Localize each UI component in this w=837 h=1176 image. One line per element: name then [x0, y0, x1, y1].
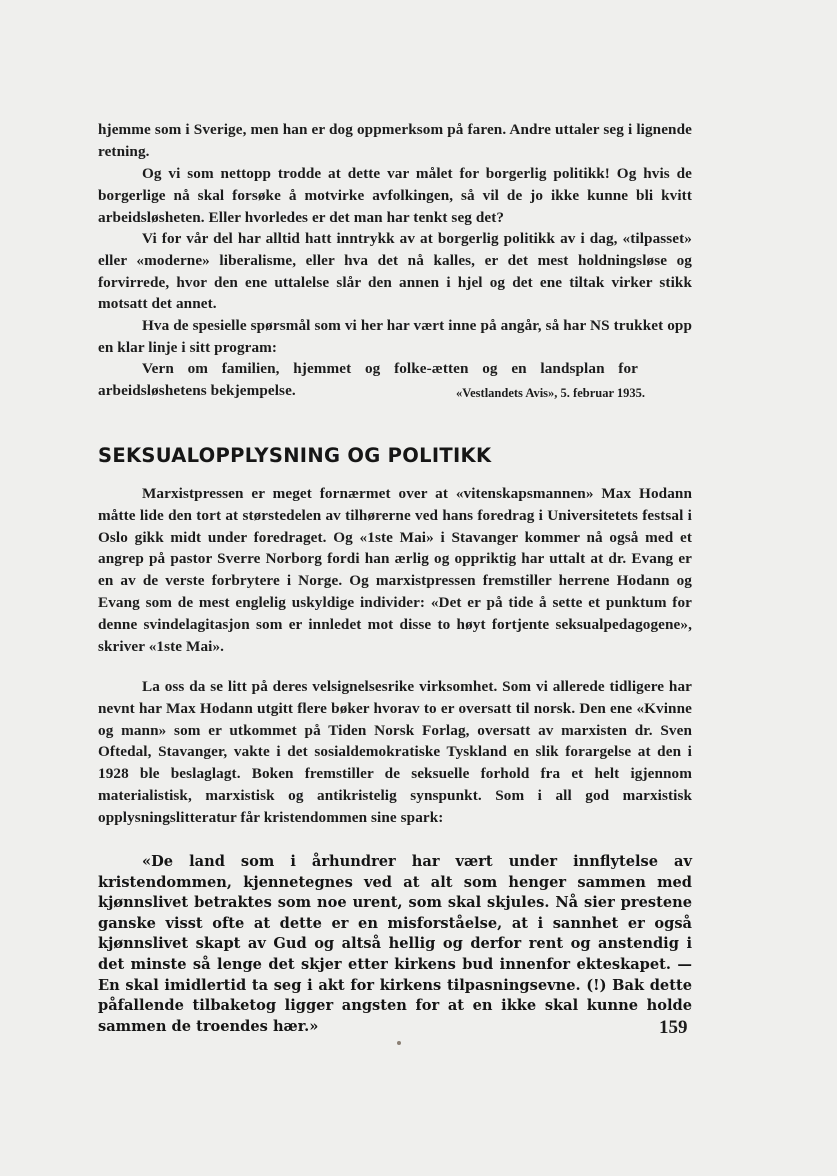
program-quote: Vern om familien, hjemmet og folke-ætten og en landsplan for arbeidsløshetens bekjempelse.: [98, 360, 638, 399]
page-number: 159: [659, 1017, 688, 1038]
paragraph: Hva de spesielle spørsmål som vi her har vært inne på angår, så har NS trukket opp en klar linje i sitt program:: [98, 317, 692, 356]
ink-speck: [397, 1041, 401, 1045]
block-quote: «De land som i århundrer har vært under innflytelse av kristendommen, kjennetegnes ved at alt som henger sammen med kjønnslivet betraktes som noe urent, som skal skjules. Nå sier prestene ganske visst ofte at dette er en misforståelse, at i sannhet er også kjønnslivet skapt av Gud og altså hellig og derfor rent og anstendig i det minste så lenge det skjer etter kirkens bud innenfor ekteskapet. — En skal imidlertid ta seg i akt for kirkens tilpasningsevne. (!) Bak dette påfallende tilbaketog ligger angsten for at en ikke skal kunne holde sammen de troendes hær.»: [98, 853, 692, 1035]
paragraph: Og vi som nettopp trodde at dette var målet for borgerlig politikk! Og hvis de borgerlige nå skal forsøke å motvirke avfolkingen, så vil de jo ikke kunne bli kvitt arbeidsløsheten. Eller hvorledes er det man har tenkt seg det?: [98, 165, 692, 226]
paragraph: Marxistpressen er meget fornærmet over at «vitenskapsmannen» Max Hodann måtte lide den tort at størstedelen av tilhørerne ved hans foredrag i Universitetets festsal i Oslo gikk midt under foredraget. Og «1ste Mai» i Stavanger kommer nå også med et angrep på pastor Sverre Norborg fordi han ærlig og oppriktig har uttalt at dr. Evang er en av de verste forbrytere i Norge. Og marxistpressen fremstiller herrene Hodann og Evang som de mest englelig uskyldige individer: «Det er på tide å sette et punktum for denne svindelagitasjon som er innledet mot disse to høyt fortjente seksualpedagogene», skriver «1ste Mai».: [98, 485, 692, 655]
source-citation: «Vestlandets Avis», 5. februar 1935.: [456, 386, 646, 400]
paragraph: La oss da se litt på deres velsignelsesrike virksomhet. Som vi allerede tidligere har nevnt har Max Hodann utgitt flere bøker hvorav to er oversatt til norsk. Den ene «Kvinne og mann» som er utkommet på Tiden Norsk Forlag, oversatt av marxisten dr. Sven Oftedal, Stavanger, vakte i det sosialdemokratiske Tyskland en slik forargelse at den i 1928 ble beslaglagt. Boken fremstiller de seksuelle forhold fra et helt igjennom materialistisk, marxistisk og antikristelig synspunkt. Som i all god marxistisk opplysningslitteratur får kristendommen sine spark:: [98, 678, 692, 826]
paragraph-continuation: hjemme som i Sverige, men han er dog oppmerksom på faren. Andre uttaler seg i lignende retning.: [98, 121, 692, 160]
paragraph: Vi for vår del har alltid hatt inntrykk av at borgerlig politikk av i dag, «tilpasset» eller «moderne» liberalisme, eller hva det nå kalles, er det mest holdningsløse og forvirrede, hvor den ene uttalelse slår den annen i hjel og det ene tiltak virker stikk motsatt det annet.: [98, 230, 692, 313]
section-heading: SEKSUALOPPLYSNING OG POLITIKK: [98, 444, 492, 467]
